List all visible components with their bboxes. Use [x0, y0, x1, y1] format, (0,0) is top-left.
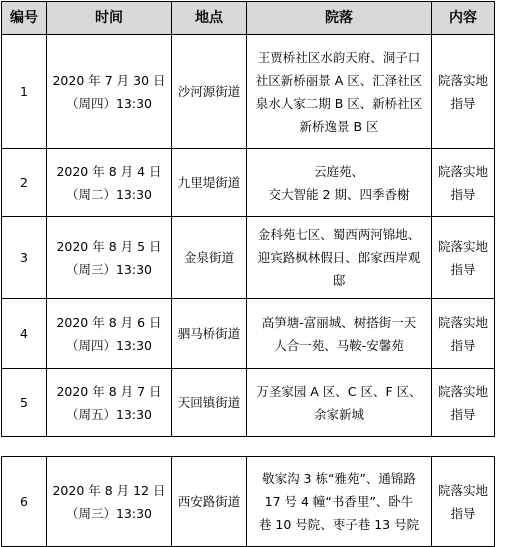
row-place-cell: [172, 35, 247, 149]
row-yard-line: 万圣家园 A 区、C 区、F 区、: [256, 383, 422, 399]
row-content-cell: [432, 217, 495, 299]
row-content-line: 指导: [450, 95, 476, 111]
row-content-line: 院落实地: [437, 72, 488, 88]
row-place: 驷马桥街道: [177, 326, 241, 341]
row-yard-cell: [247, 217, 432, 299]
row-yard-line: 人合一苑、马鞍-安馨苑: [274, 337, 404, 353]
row-date: 2020 年 8 月 4 日: [56, 163, 162, 179]
header-yard: 院落: [247, 2, 432, 35]
row-yard-cell: [247, 299, 432, 369]
row-weekday-time: （周二）13:30: [65, 186, 153, 202]
row-number-cell: [2, 457, 47, 547]
row-date: 2020 年 7 月 30 日: [52, 72, 166, 88]
table-row: [2, 35, 495, 149]
row-date: 2020 年 8 月 7 日: [56, 383, 162, 399]
row-content-line: 院落实地: [437, 314, 488, 330]
row-number-cell: [2, 299, 47, 369]
row-date: 2020 年 8 月 6 日: [56, 314, 162, 330]
row-yard-line: 敬家沟 3 栋“雅苑”、通锦路: [262, 471, 416, 486]
row-content-cell: [432, 457, 495, 547]
row-place: 西安路街道: [177, 494, 241, 509]
row-number-cell: [2, 217, 47, 299]
header-no: 编号: [2, 2, 47, 35]
schedule-table: [1, 1, 495, 437]
row-yard-line: 金科苑七区、蜀西两河锦地、: [257, 227, 421, 242]
row-place-cell: [172, 369, 247, 437]
row-number: 6: [20, 494, 28, 509]
schedule-table-continued: [1, 456, 495, 547]
header-place: 地点: [172, 2, 247, 35]
row-number: 1: [20, 84, 28, 99]
row-content-cell: [432, 35, 495, 149]
row-number-cell: [2, 149, 47, 217]
row-content-line: 指导: [450, 406, 476, 422]
row-time-cell: [47, 149, 172, 217]
row-place: 九里堤街道: [177, 175, 241, 190]
row-weekday-time: （周三）13:30: [65, 261, 153, 277]
row-time-cell: [47, 299, 172, 369]
header-content: 内容: [432, 2, 495, 35]
row-yard-line: 云庭苑、: [313, 163, 364, 179]
table-row: [2, 457, 495, 547]
row-time-cell: [47, 35, 172, 149]
row-yard-line: 巷 10 号院、枣子巷 13 号院: [258, 517, 420, 532]
header-row: [2, 2, 495, 35]
row-number: 2: [20, 175, 28, 190]
row-yard-line: 新桥逸景 B 区: [299, 118, 379, 134]
row-content-line: 院落实地: [437, 238, 488, 254]
row-place-cell: [172, 149, 247, 217]
row-weekday-time: （周四）13:30: [65, 337, 153, 353]
row-content-line: 院落实地: [437, 163, 488, 179]
row-content-line: 院落实地: [437, 482, 488, 498]
row-content-line: 指导: [450, 337, 476, 353]
table-row: [2, 149, 495, 217]
row-number: 3: [20, 250, 28, 265]
row-yard-line: 高笋塘-富丽城、树搭街一天: [261, 314, 417, 330]
row-place-cell: [172, 457, 247, 547]
row-date: 2020 年 8 月 5 日: [56, 238, 162, 254]
row-content-cell: [432, 149, 495, 217]
row-number-cell: [2, 369, 47, 437]
row-number: 4: [20, 326, 28, 341]
row-content-line: 院落实地: [437, 383, 488, 399]
row-weekday-time: （周五）13:30: [65, 406, 153, 422]
row-yard-cell: [247, 457, 432, 547]
row-time-cell: [47, 369, 172, 437]
row-yard-line: 迎宾路枫林假日、郎家西岸观: [257, 250, 421, 265]
table-row: [2, 299, 495, 369]
row-yard-line: 王贾桥社区水韵天府、洞子口: [257, 49, 421, 65]
row-content-cell: [432, 299, 495, 369]
row-yard-line: 交大智能 2 期、四季香榭: [268, 186, 410, 202]
row-content-line: 指导: [450, 261, 476, 277]
row-yard-line: 社区新桥丽景 A 区、汇泽社区: [255, 72, 423, 88]
row-date: 2020 年 8 月 12 日: [52, 482, 166, 498]
row-weekday-time: （周三）13:30: [65, 505, 153, 521]
row-place-cell: [172, 299, 247, 369]
row-yard-cell: [247, 149, 432, 217]
row-yard-line: 邸: [332, 273, 346, 288]
row-place: 天回镇街道: [177, 395, 241, 410]
row-place: 金泉街道: [183, 250, 234, 265]
table-row: [2, 217, 495, 299]
row-place-cell: [172, 217, 247, 299]
row-yard-cell: [247, 35, 432, 149]
row-yard-line: 余家新城: [313, 406, 364, 422]
row-time-cell: [47, 217, 172, 299]
table-row: [2, 369, 495, 437]
row-number-cell: [2, 35, 47, 149]
row-number: 5: [20, 395, 28, 410]
row-content-cell: [432, 369, 495, 437]
row-yard-line: 17 号 4 幢“书香里”、卧牛: [264, 494, 414, 509]
header-time: 时间: [47, 2, 172, 35]
row-yard-cell: [247, 369, 432, 437]
row-content-line: 指导: [450, 186, 476, 202]
row-time-cell: [47, 457, 172, 547]
row-weekday-time: （周四）13:30: [65, 95, 153, 111]
row-place: 沙河源街道: [177, 84, 241, 99]
row-yard-line: 泉水人家二期 B 区、新桥社区: [255, 95, 423, 111]
row-content-line: 指导: [450, 505, 476, 521]
